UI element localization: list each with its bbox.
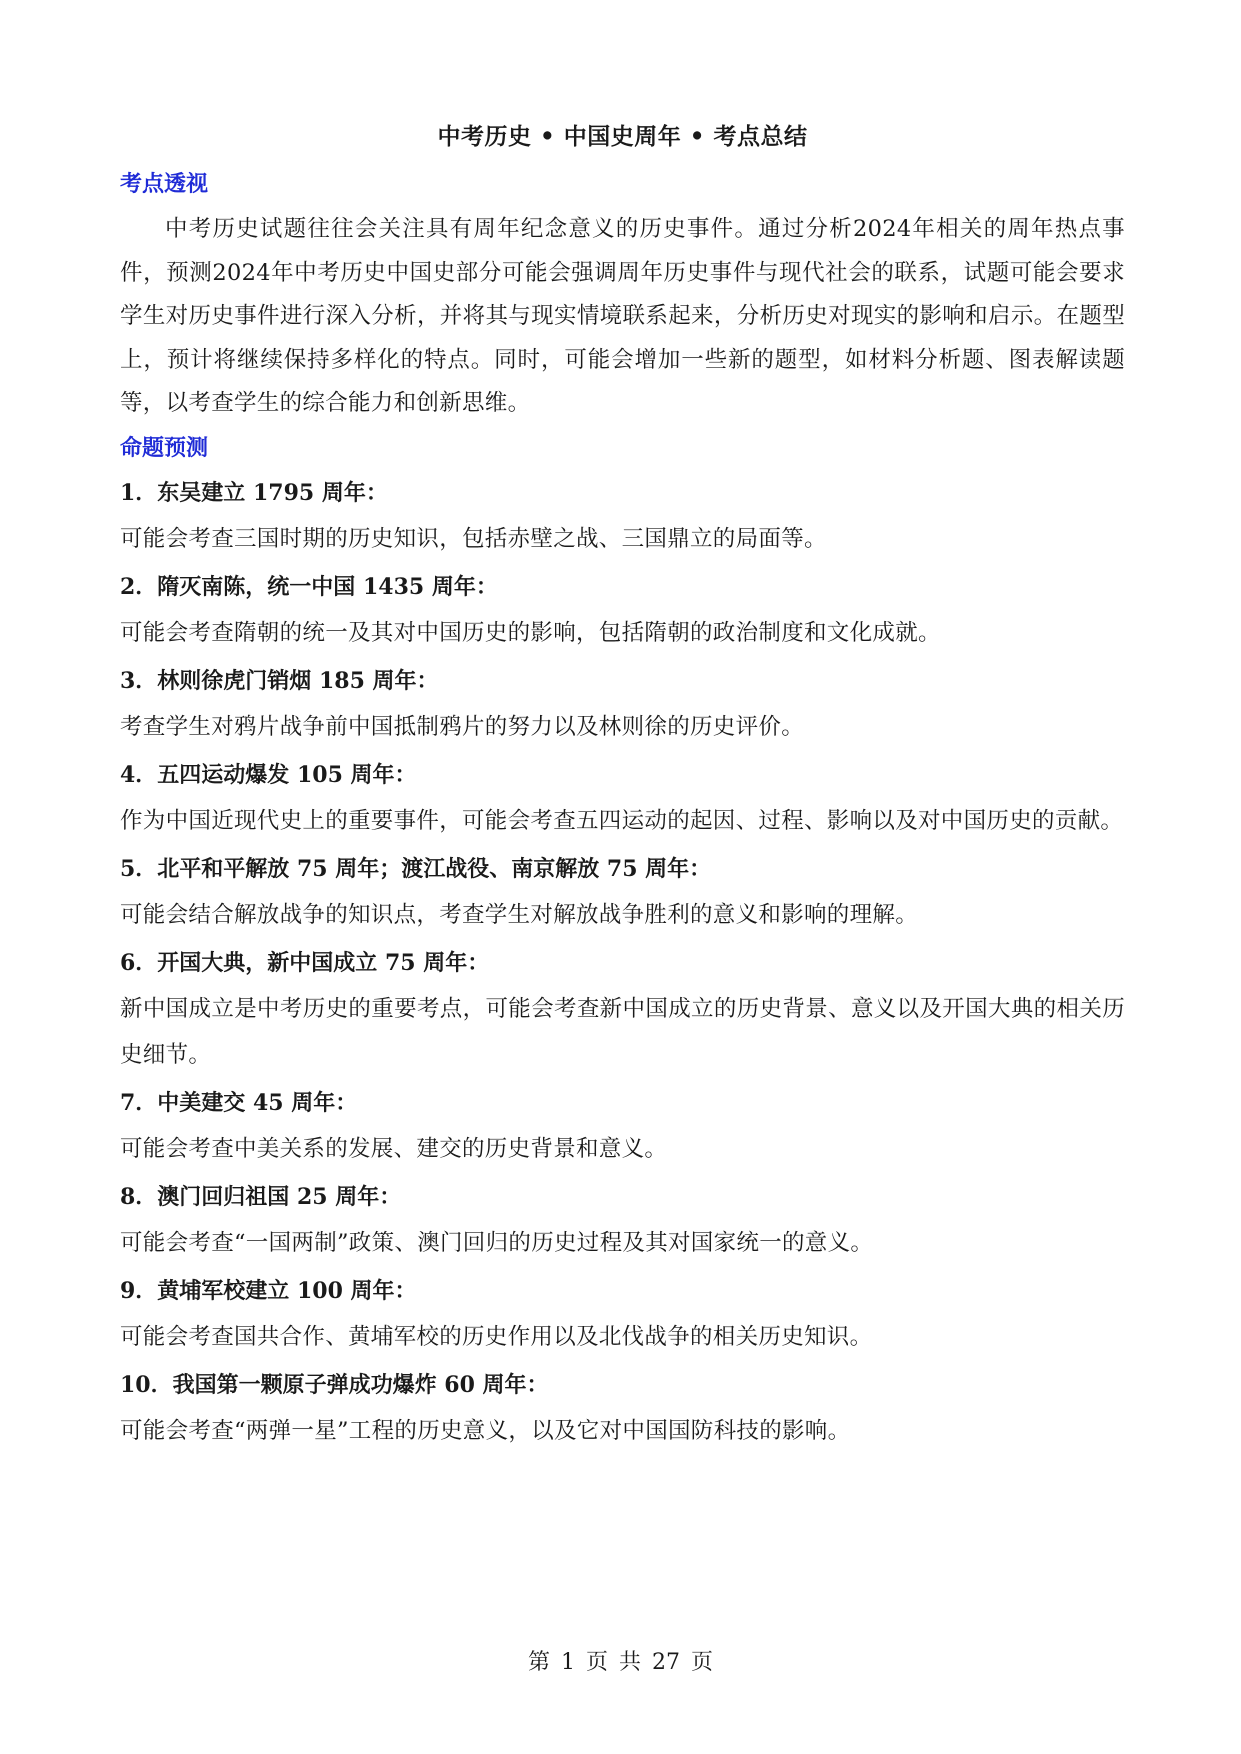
item-body: 可能会考查“一国两制”政策、澳门回归的历史过程及其对国家统一的意义。 [120, 1229, 874, 1256]
item-body: 可能会考查中美关系的发展、建交的历史背景和意义。 [120, 1135, 668, 1162]
list-item [120, 564, 1125, 656]
list-item [120, 470, 1125, 562]
item-title: 8．澳门回归祖国 25 周年： [120, 1183, 402, 1210]
prediction-list [120, 470, 1125, 1454]
list-item [120, 658, 1125, 750]
page-number-footer: 第 1 页 共 27 页 [528, 1650, 713, 1675]
item-body: 可能会考查三国时期的历史知识，包括赤壁之战、三国鼎立的局面等。 [120, 525, 827, 552]
item-title: 4．五四运动爆发 105 周年： [120, 761, 417, 788]
item-body: 作为中国近现代史上的重要事件，可能会考查五四运动的起因、过程、影响以及对中国历史的贡献。 [120, 807, 1124, 834]
list-item [120, 940, 1125, 1078]
item-body: 可能会考查国共合作、黄埔军校的历史作用以及北伐战争的相关历史知识。 [120, 1323, 873, 1350]
item-title: 3．林则徐虎门销烟 185 周年： [120, 667, 439, 694]
item-body: 可能会考查隋朝的统一及其对中国历史的影响，包括隋朝的政治制度和文化成就。 [120, 619, 941, 646]
list-item [120, 846, 1125, 938]
document-title: 中考历史 • 中国史周年 • 考点总结 [437, 123, 808, 150]
list-item [120, 1174, 1125, 1266]
item-body: 可能会考查“两弹一星”工程的历史意义，以及它对中国国防科技的影响。 [120, 1417, 851, 1444]
item-body: 可能会结合解放战争的知识点，考查学生对解放战争胜利的意义和影响的理解。 [120, 901, 919, 928]
list-item [120, 1080, 1125, 1172]
overview-paragraph: 中考历史试题往往会关注具有周年纪念意义的历史事件。通过分析2024年相关的周年热点事件，预测2024年中考历史中国史部分可能会强调周年历史事件与现代社会的联系，试题可能会要求学生对历史事件进行深入分析，并将其与现实情境联系起来，分析历史对现实的影响和启示。在题型上，预计将继续保持多样化的特点。同时，可能会增加一些新的题型，如材料分析题、图表解读题等，以考查学生的综合能力和创新思维。 [120, 216, 1125, 416]
list-item [120, 752, 1125, 844]
item-title: 7．中美建交 45 周年： [120, 1089, 358, 1116]
list-item [120, 1268, 1125, 1360]
list-item [120, 1362, 1125, 1454]
section-heading-prediction: 命题预测 [120, 434, 209, 461]
item-title: 9．黄埔军校建立 100 周年： [120, 1277, 417, 1304]
item-title: 6．开国大典，新中国成立 75 周年： [120, 949, 490, 976]
item-title: 1．东吴建立 1795 周年： [120, 479, 388, 506]
section-heading-overview: 考点透视 [120, 171, 209, 197]
item-title: 2．隋灭南陈，统一中国 1435 周年： [120, 573, 498, 600]
item-body: 考查学生对鸦片战争前中国抵制鸦片的努力以及林则徐的历史评价。 [120, 713, 805, 740]
item-title: 10．我国第一颗原子弹成功爆炸 60 周年： [120, 1371, 549, 1398]
page-content [120, 116, 1125, 1454]
item-body: 新中国成立是中考历史的重要考点，可能会考查新中国成立的历史背景、意义以及开国大典的相关历史细节。 [120, 995, 1125, 1068]
item-title: 5．北平和平解放 75 周年；渡江战役、南京解放 75 周年： [120, 855, 712, 882]
